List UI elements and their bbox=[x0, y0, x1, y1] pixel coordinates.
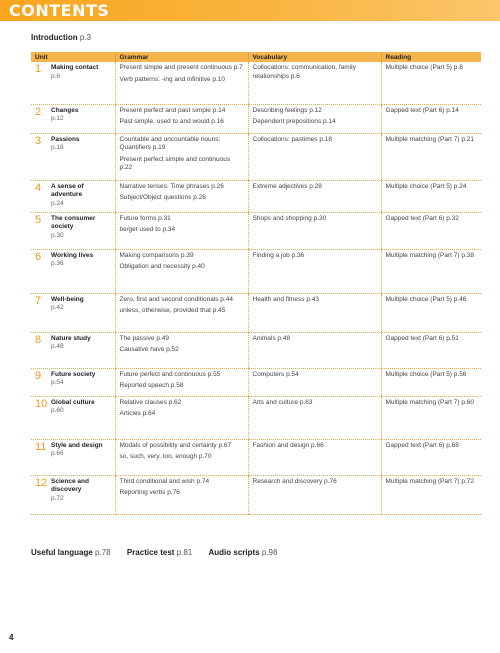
table-row bbox=[31, 368, 481, 396]
grammar-item: Modals of possibility and certainty p.67 bbox=[119, 441, 232, 449]
unit-page: p.6 bbox=[51, 72, 61, 80]
reading-cell bbox=[381, 368, 481, 396]
grammar-item: Present perfect and past simple p.14 bbox=[119, 106, 226, 114]
reading-cell bbox=[381, 62, 481, 104]
vocabulary-item: Animals p.48 bbox=[252, 334, 291, 342]
grammar-item: Making comparisons p.39 bbox=[119, 251, 194, 259]
unit-page: p.18 bbox=[51, 144, 64, 151]
unit-cell-container bbox=[31, 396, 115, 439]
audio-scripts-page: p.98 bbox=[261, 548, 278, 557]
vocabulary-cell bbox=[248, 475, 381, 514]
vocabulary-item: Shops and shopping p.30 bbox=[252, 214, 327, 222]
vocabulary-cell bbox=[248, 332, 381, 368]
grammar-item: Past simple, used to and would p.16 bbox=[119, 118, 224, 125]
vocabulary-cell bbox=[248, 439, 381, 475]
unit-title: Changes bbox=[51, 106, 79, 114]
vocabulary-cell bbox=[248, 104, 381, 133]
unit-title: Future society bbox=[51, 370, 96, 378]
unit-page: p.24 bbox=[51, 199, 64, 207]
practice-test-label: Practice test bbox=[126, 548, 175, 557]
reading-cell bbox=[381, 212, 481, 249]
unit-text bbox=[49, 183, 112, 209]
unit-text bbox=[49, 107, 78, 124]
grammar-cell bbox=[115, 62, 248, 104]
vocabulary-cell bbox=[248, 133, 381, 180]
unit-cell bbox=[35, 252, 112, 269]
unit-cell bbox=[35, 215, 112, 241]
unit-page: p.60 bbox=[51, 407, 64, 414]
grammar-cell bbox=[115, 475, 248, 514]
unit-cell bbox=[35, 107, 112, 124]
vocabulary-item: Dependent prepositions p.14 bbox=[252, 118, 336, 125]
unit-text bbox=[49, 136, 80, 153]
grammar-item: unless, otherwise, provided that p.45 bbox=[119, 307, 226, 314]
grammar-cell bbox=[115, 396, 248, 439]
reading-cell bbox=[381, 180, 481, 212]
unit-page: p.48 bbox=[51, 343, 64, 350]
reading-cell bbox=[381, 104, 481, 133]
unit-cell bbox=[35, 399, 112, 416]
vocabulary-item: Finding a job p.36 bbox=[252, 251, 305, 259]
unit-text bbox=[49, 442, 103, 459]
unit-title: Science and discovery bbox=[51, 477, 89, 493]
grammar-item: be/get used to p.34 bbox=[119, 226, 176, 233]
unit-number: 2 bbox=[35, 105, 42, 118]
unit-number: 3 bbox=[35, 134, 42, 147]
vocabulary-cell bbox=[248, 180, 381, 212]
unit-number: 1 bbox=[35, 63, 42, 75]
table-row bbox=[31, 475, 481, 514]
reading-item: Multiple choice (Part 5) p.24 bbox=[385, 182, 467, 190]
unit-cell bbox=[35, 371, 112, 388]
reading-item: Multiple choice (Part 5) p.8 bbox=[385, 64, 463, 71]
grammar-cell bbox=[115, 249, 248, 293]
unit-text bbox=[49, 399, 95, 416]
unit-page: p.30 bbox=[51, 231, 64, 239]
unit-cell-container bbox=[31, 332, 115, 368]
grammar-cell bbox=[115, 332, 248, 368]
unit-title: A sense of adventure bbox=[51, 182, 84, 198]
unit-number: 11 bbox=[35, 440, 47, 453]
unit-title: Working lives bbox=[51, 251, 94, 259]
table-row bbox=[31, 439, 481, 475]
unit-number: 7 bbox=[35, 294, 42, 307]
vocabulary-cell bbox=[248, 212, 381, 249]
reading-cell bbox=[381, 249, 481, 293]
unit-title: Passions bbox=[51, 135, 80, 143]
unit-number: 10 bbox=[35, 397, 48, 410]
reading-item: Multiple matching (Part 7) p.38 bbox=[385, 251, 475, 259]
useful-language-label: Useful language bbox=[31, 548, 93, 557]
unit-title: Well-being bbox=[51, 295, 84, 303]
page-number: 4 bbox=[9, 633, 14, 642]
grammar-item: Reporting verbs p.76 bbox=[119, 489, 180, 496]
reading-item: Multiple choice (Part 5) p.56 bbox=[385, 370, 467, 378]
unit-text bbox=[49, 215, 112, 241]
unit-number: 9 bbox=[35, 369, 42, 382]
unit-text bbox=[49, 478, 112, 504]
audio-scripts-label: Audio scripts bbox=[208, 548, 260, 557]
unit-cell-container bbox=[31, 293, 115, 332]
grammar-item: so, such, very, too, enough p.70 bbox=[119, 453, 212, 460]
table-row bbox=[31, 180, 481, 212]
reading-item: Multiple matching (Part 7) p.21 bbox=[385, 135, 475, 143]
contents-table bbox=[31, 52, 481, 515]
vocabulary-item: Collocations: communication, family relationships p.6 bbox=[252, 64, 356, 80]
reading-item: Gapped text (Part 6) p.32 bbox=[385, 214, 459, 222]
unit-number: 6 bbox=[35, 250, 42, 263]
unit-text bbox=[49, 296, 84, 313]
unit-cell-container bbox=[31, 180, 115, 212]
unit-cell-container bbox=[31, 133, 115, 180]
introduction-entry bbox=[31, 33, 91, 42]
grammar-item: Subject/Object questions p.28 bbox=[119, 194, 206, 201]
vocabulary-item: Fashion and design p.66 bbox=[252, 441, 324, 449]
grammar-item: Present perfect simple and continuous p.22 bbox=[119, 155, 231, 171]
practice-test-page: p.81 bbox=[176, 548, 193, 557]
grammar-cell bbox=[115, 293, 248, 332]
grammar-cell bbox=[115, 368, 248, 396]
unit-page: p.72 bbox=[51, 494, 64, 502]
grammar-item: Articles p.64 bbox=[119, 410, 156, 417]
introduction-label: Introduction bbox=[31, 33, 78, 42]
reading-item: Gapped text (Part 6) p.14 bbox=[385, 106, 459, 114]
grammar-item: Future forms p.31 bbox=[119, 214, 171, 222]
vocabulary-item: Computers p.54 bbox=[252, 370, 299, 378]
unit-title: Making contact bbox=[51, 64, 99, 71]
table-row bbox=[31, 62, 481, 104]
grammar-cell bbox=[115, 104, 248, 133]
grammar-item: Zero, first and second conditionals p.44 bbox=[119, 295, 233, 303]
vocabulary-cell bbox=[248, 249, 381, 293]
unit-cell-container bbox=[31, 104, 115, 133]
unit-page: p.12 bbox=[51, 115, 64, 122]
unit-page: p.42 bbox=[51, 304, 64, 311]
unit-cell bbox=[35, 64, 112, 81]
unit-text bbox=[49, 335, 91, 352]
grammar-cell bbox=[115, 439, 248, 475]
reading-cell bbox=[381, 332, 481, 368]
introduction-page: p.3 bbox=[79, 33, 92, 42]
grammar-item: Countable and uncountable nouns; Quantifiers p.19 bbox=[119, 135, 221, 151]
vocabulary-item: Collocations: pastimes p.18 bbox=[252, 135, 332, 143]
grammar-item: Narrative tenses: Time phrases p.26 bbox=[119, 182, 224, 190]
unit-cell bbox=[35, 183, 112, 209]
unit-cell bbox=[35, 335, 112, 352]
back-matter-entries bbox=[31, 548, 291, 557]
contents-header-band bbox=[0, 0, 500, 21]
grammar-item: Future perfect and continuous p.55 bbox=[119, 370, 221, 378]
grammar-item: The passive p.49 bbox=[119, 334, 170, 342]
unit-page: p.54 bbox=[51, 379, 64, 386]
grammar-item: Relative clauses p.62 bbox=[119, 398, 182, 406]
unit-cell-container bbox=[31, 249, 115, 293]
grammar-cell bbox=[115, 212, 248, 249]
grammar-cell bbox=[115, 133, 248, 180]
vocabulary-item: Health and fitness p.43 bbox=[252, 295, 319, 303]
grammar-item: Reported speech p.58 bbox=[119, 382, 184, 389]
table-row bbox=[31, 332, 481, 368]
unit-title: Nature study bbox=[51, 334, 91, 342]
unit-cell-container bbox=[31, 439, 115, 475]
vocabulary-item: Extreme adjectives p.28 bbox=[252, 182, 322, 190]
vocabulary-cell bbox=[248, 368, 381, 396]
grammar-item: Causative have p.52 bbox=[119, 346, 179, 353]
vocabulary-cell bbox=[248, 396, 381, 439]
unit-cell-container bbox=[31, 62, 115, 104]
column-header-grammar: Grammar bbox=[115, 52, 248, 62]
column-header-vocabulary: Vocabulary bbox=[248, 52, 381, 62]
reading-item: Gapped text (Part 6) p.68 bbox=[385, 441, 459, 449]
unit-text bbox=[49, 64, 98, 81]
unit-title: Global culture bbox=[51, 398, 95, 406]
column-header-reading: Reading bbox=[381, 52, 481, 62]
table-header-row bbox=[31, 52, 481, 62]
unit-cell bbox=[35, 442, 112, 459]
unit-page: p.66 bbox=[51, 450, 64, 457]
reading-item: Multiple choice (Part 5) p.46 bbox=[385, 295, 467, 303]
unit-cell bbox=[35, 296, 112, 313]
unit-number: 12 bbox=[35, 476, 48, 489]
unit-cell bbox=[35, 136, 112, 153]
reading-cell bbox=[381, 475, 481, 514]
table-row bbox=[31, 396, 481, 439]
table-row bbox=[31, 249, 481, 293]
vocabulary-item: Arts and culture p.63 bbox=[252, 398, 313, 406]
unit-cell-container bbox=[31, 212, 115, 249]
vocabulary-cell bbox=[248, 293, 381, 332]
reading-item: Multiple matching (Part 7) p.60 bbox=[385, 398, 475, 406]
contents-table-body bbox=[31, 62, 481, 514]
grammar-item: Obligation and necessity p.40 bbox=[119, 263, 205, 270]
grammar-cell bbox=[115, 180, 248, 212]
reading-item: Multiple matching (Part 7) p.72 bbox=[385, 477, 475, 485]
reading-item: Gapped text (Part 6) p.51 bbox=[385, 334, 459, 342]
unit-cell bbox=[35, 478, 112, 504]
vocabulary-item: Describing feelings p.12 bbox=[252, 106, 322, 114]
vocabulary-item: Research and discovery p.76 bbox=[252, 477, 337, 485]
table-row bbox=[31, 293, 481, 332]
table-row bbox=[31, 212, 481, 249]
useful-language-page: p.78 bbox=[95, 548, 111, 557]
grammar-item: Third conditional and wish p.74 bbox=[119, 477, 210, 485]
grammar-item: Present simple and present continuous p.7 bbox=[119, 64, 243, 71]
unit-number: 4 bbox=[35, 181, 42, 194]
unit-number: 5 bbox=[35, 213, 42, 226]
reading-cell bbox=[381, 396, 481, 439]
unit-cell-container bbox=[31, 475, 115, 514]
table-row bbox=[31, 133, 481, 180]
unit-title: The consumer society bbox=[51, 214, 96, 230]
reading-cell bbox=[381, 133, 481, 180]
reading-cell bbox=[381, 439, 481, 475]
grammar-item: Verb patterns: -ing and infinitive p.10 bbox=[119, 75, 226, 83]
unit-text bbox=[49, 252, 93, 269]
unit-title: Style and design bbox=[51, 441, 103, 449]
column-header-unit: Unit bbox=[31, 52, 115, 62]
unit-number: 8 bbox=[35, 333, 42, 346]
unit-page: p.36 bbox=[51, 260, 64, 267]
reading-cell bbox=[381, 293, 481, 332]
unit-cell-container bbox=[31, 368, 115, 396]
vocabulary-cell bbox=[248, 62, 381, 104]
table-row bbox=[31, 104, 481, 133]
page-title: CONTENTS bbox=[9, 1, 110, 20]
unit-text bbox=[49, 371, 95, 388]
